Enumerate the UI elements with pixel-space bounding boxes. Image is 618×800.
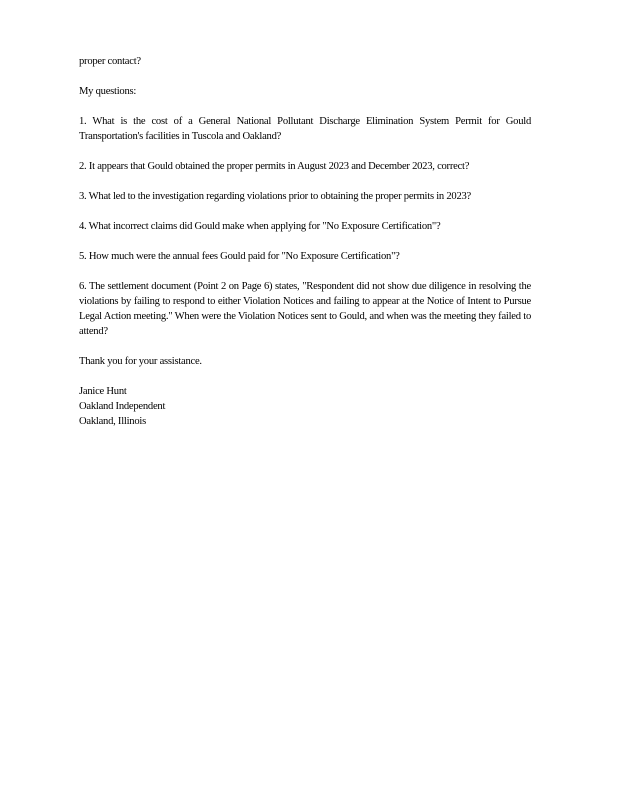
- signature-name: Janice Hunt: [79, 386, 127, 397]
- questions-heading: My questions:: [79, 86, 137, 97]
- opening-line: proper contact?: [79, 56, 141, 67]
- question-1: 1. What is the cost of a General National Pollutant Discharge Elimination System Permit for Gould Transportation's facilities in Tuscola and Oakland?: [79, 116, 531, 142]
- question-2: 2. It appears that Gould obtained the proper permits in August 2023 and December 2023, correct?: [79, 161, 470, 172]
- question-4: 4. What incorrect claims did Gould make when applying for "No Exposure Certification"?: [79, 221, 441, 232]
- closing-line: Thank you for your assistance.: [79, 356, 202, 367]
- letter-body: [79, 54, 531, 429]
- question-5: 5. How much were the annual fees Gould paid for "No Exposure Certification"?: [79, 251, 400, 262]
- question-3: 3. What led to the investigation regarding violations prior to obtaining the proper permits in 2023?: [79, 191, 471, 202]
- question-6: 6. The settlement document (Point 2 on Page 6) states, "Respondent did not show due diligence in resolving the violations by failing to respond to either Violation Notices and failing to appear at the Notice of Intent to Pursue Legal Action meeting." When were the Violation Notices sent to Gould, and when was the meeting they failed to attend?: [79, 281, 531, 337]
- signature-location: Oakland, Illinois: [79, 416, 146, 427]
- signature-organization: Oakland Independent: [79, 401, 166, 412]
- signature-block: [79, 384, 531, 429]
